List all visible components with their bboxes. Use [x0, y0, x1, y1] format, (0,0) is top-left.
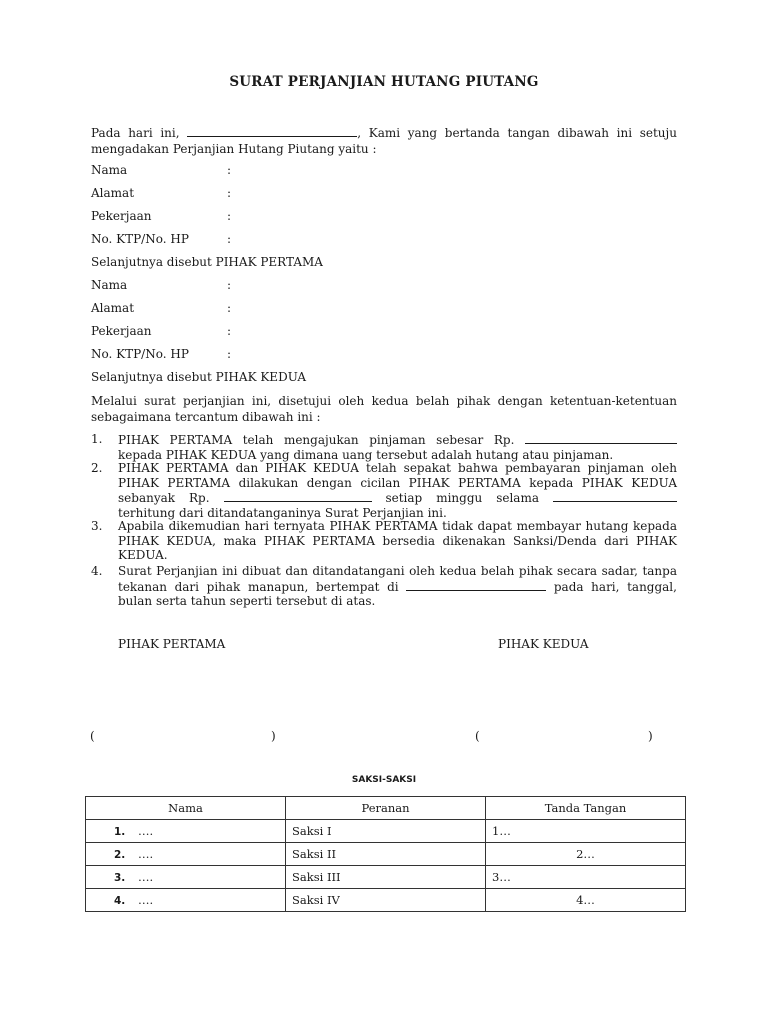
term-text-part: pada hari, tanggal, bulan serta tahun seperti tersebut di atas.: [118, 579, 677, 608]
witness-role: Saksi III: [286, 866, 486, 889]
row-number: 2.: [114, 849, 126, 861]
witness-signature: 2…: [486, 843, 686, 866]
field-label: Pekerjaan: [91, 209, 152, 223]
row-number: 4.: [114, 895, 126, 907]
field-colon: :: [227, 347, 232, 361]
table-row: [86, 820, 686, 843]
term-text-part: Surat Perjanjian ini dibuat dan ditandatangani oleh kedua belah pihak secara sadar, tanpa tekanan dari pihak manapun, bertempat di: [118, 564, 677, 594]
date-blank: [187, 125, 357, 137]
location-blank: [406, 579, 546, 591]
term-text: [118, 564, 677, 609]
row-number: 3.: [114, 872, 126, 884]
column-header-name: Nama: [86, 797, 286, 820]
term-text-part: PIHAK PERTAMA telah mengajukan pinjaman sebesar Rp.: [118, 433, 515, 447]
second-party-designation: Selanjutnya disebut PIHAK KEDUA: [91, 370, 307, 384]
witness-role: Saksi I: [286, 820, 486, 843]
term-text-part: terhitung dari ditandatanganinya Surat Perjanjian ini.: [118, 505, 447, 520]
column-header-role: Peranan: [286, 797, 486, 820]
signature-close-paren: ): [648, 729, 653, 743]
installment-blank: [224, 490, 372, 502]
witnesses-table: [85, 796, 686, 912]
signature-close-paren: ): [271, 729, 276, 743]
table-row: [86, 889, 686, 912]
term-number: 2.: [91, 461, 103, 475]
witness-signature: 4…: [486, 889, 686, 912]
term-text: Apabila dikemudian hari ternyata PIHAK PERTAMA tidak dapat membayar hutang kepada PIHAK KEDUA, maka PIHAK PERTAMA bersedia dikenakan Sanksi/Denda dari PIHAK KEDUA.: [118, 519, 677, 562]
witness-name: ….: [138, 870, 154, 884]
field-label: Pekerjaan: [91, 324, 152, 338]
field-colon: :: [227, 186, 232, 200]
agreement-paragraph: Melalui surat perjanjian ini, disetujui oleh kedua belah pihak dengan ketentuan-ketentuan sebagaimana tercantum dibawah ini :: [91, 394, 677, 424]
table-header-row: [86, 797, 686, 820]
term-text: [118, 461, 677, 520]
witness-name-cell: [86, 843, 286, 866]
term-text-part: kepada PIHAK KEDUA yang dimana uang tersebut adalah hutang atau pinjaman.: [118, 447, 614, 462]
table-row: [86, 866, 686, 889]
table-row: [86, 843, 686, 866]
duration-blank: [553, 490, 677, 502]
witnesses-title: SAKSI-SAKSI: [351, 775, 417, 785]
field-label: Alamat: [91, 301, 135, 315]
witness-role: Saksi II: [286, 843, 486, 866]
field-colon: :: [227, 209, 232, 223]
field-colon: :: [227, 301, 232, 315]
signature-open-paren: (: [475, 729, 480, 743]
witness-name-cell: [86, 889, 286, 912]
intro-paragraph: [91, 125, 677, 157]
witness-signature: 3…: [486, 866, 686, 889]
first-party-signature-label: PIHAK PERTAMA: [118, 637, 226, 651]
first-party-designation: Selanjutnya disebut PIHAK PERTAMA: [91, 255, 323, 269]
witness-role: Saksi IV: [286, 889, 486, 912]
field-label: Nama: [91, 278, 128, 292]
field-colon: :: [227, 278, 232, 292]
intro-text-end: , Kami yang bertanda tangan dibawah ini setuju mengadakan Perjanjian Hutang Piutang yaitu :: [91, 126, 677, 156]
row-number: 1.: [114, 826, 126, 838]
field-label: No. KTP/No. HP: [91, 347, 189, 361]
column-header-signature: Tanda Tangan: [486, 797, 686, 820]
field-colon: :: [227, 324, 232, 338]
witness-name: ….: [138, 847, 154, 861]
witness-signature: 1…: [486, 820, 686, 843]
amount-blank: [525, 432, 677, 444]
term-text-part: setiap minggu selama: [385, 491, 539, 505]
witness-name: ….: [138, 893, 154, 907]
field-label: Nama: [91, 163, 128, 177]
second-party-signature-label: PIHAK KEDUA: [498, 637, 589, 651]
term-number: 3.: [91, 519, 103, 533]
document-title: SURAT PERJANJIAN HUTANG PIUTANG: [229, 74, 539, 90]
witness-name-cell: [86, 820, 286, 843]
term-text: [118, 432, 677, 462]
witness-name-cell: [86, 866, 286, 889]
term-text-part: PIHAK PERTAMA dan PIHAK KEDUA telah sepakat bahwa pembayaran pinjaman oleh PIHAK PERTAMA dilakukan dengan cicilan PIHAK PERTAMA kepada PIHAK KEDUA sebanyak Rp.: [118, 461, 677, 505]
field-colon: :: [227, 232, 232, 246]
term-number: 1.: [91, 432, 103, 446]
term-number: 4.: [91, 564, 103, 578]
field-label: Alamat: [91, 186, 135, 200]
intro-text-start: Pada hari ini,: [91, 126, 180, 140]
field-label: No. KTP/No. HP: [91, 232, 189, 246]
field-colon: :: [227, 163, 232, 177]
signature-open-paren: (: [90, 729, 95, 743]
witness-name: ….: [138, 824, 154, 838]
